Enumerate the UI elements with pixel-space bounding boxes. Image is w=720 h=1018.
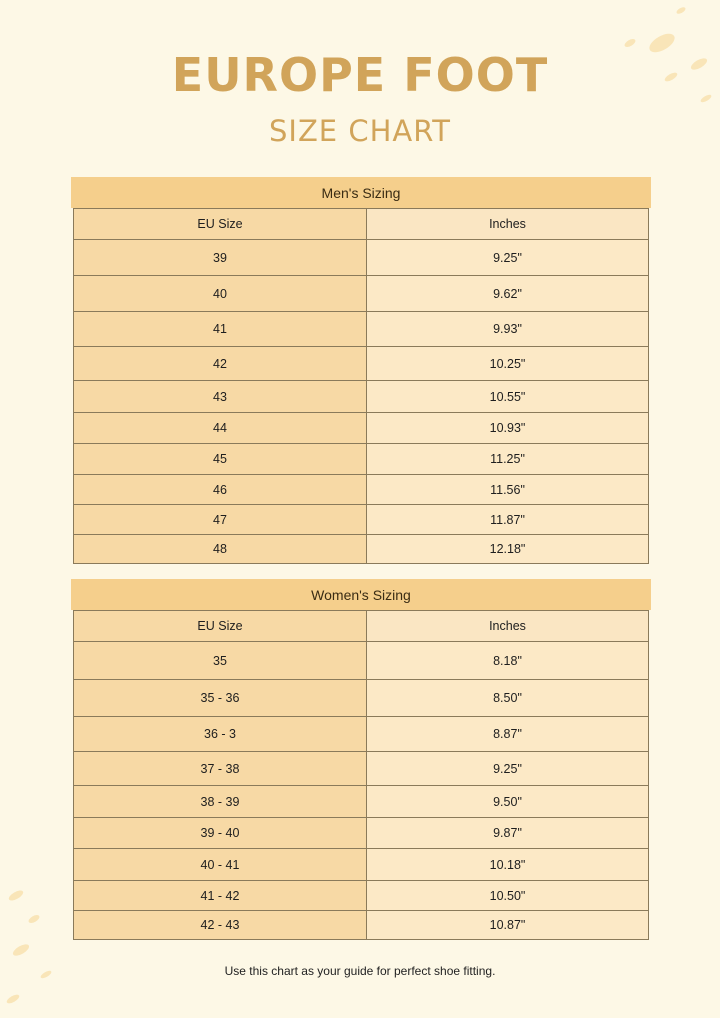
- inches-cell: 11.87": [367, 505, 649, 535]
- eu-size-cell: 35: [74, 642, 367, 680]
- eu-size-cell: 39 - 40: [74, 818, 367, 849]
- eu-size-cell: 43: [74, 381, 367, 413]
- table-header-row: [74, 611, 649, 642]
- inches-cell: 9.25": [367, 240, 649, 276]
- table-row: [74, 911, 649, 940]
- inches-cell: 8.87": [367, 717, 649, 752]
- table-row: [74, 312, 649, 347]
- decorative-dot: [5, 993, 20, 1005]
- inches-cell: 8.18": [367, 642, 649, 680]
- decorative-dot: [27, 913, 40, 924]
- table-row: [74, 642, 649, 680]
- eu-size-cell: 35 - 36: [74, 680, 367, 717]
- inches-cell: 11.25": [367, 444, 649, 475]
- mens-sizing-heading: Men's Sizing: [71, 177, 651, 208]
- inches-cell: 9.50": [367, 786, 649, 818]
- table-row: [74, 475, 649, 505]
- inches-cell: 10.87": [367, 911, 649, 940]
- eu-size-cell: 37 - 38: [74, 752, 367, 786]
- inches-cell: 11.56": [367, 475, 649, 505]
- mens-sizing-section: [71, 177, 651, 564]
- table-row: [74, 505, 649, 535]
- table-row: [74, 444, 649, 475]
- table-row: [74, 786, 649, 818]
- womens-sizing-section: [71, 579, 651, 940]
- table-row: [74, 240, 649, 276]
- eu-size-cell: 44: [74, 413, 367, 444]
- womens-size-table: [73, 610, 649, 940]
- page-title: EUROPE FOOT: [171, 48, 549, 102]
- eu-size-cell: 41: [74, 312, 367, 347]
- column-header-inches: Inches: [367, 611, 649, 642]
- inches-cell: 8.50": [367, 680, 649, 717]
- decorative-dot: [11, 942, 31, 958]
- table-row: [74, 881, 649, 911]
- inches-cell: 10.50": [367, 881, 649, 911]
- eu-size-cell: 45: [74, 444, 367, 475]
- inches-cell: 10.18": [367, 849, 649, 881]
- inches-cell: 9.25": [367, 752, 649, 786]
- column-header-eu-size: EU Size: [74, 611, 367, 642]
- table-row: [74, 535, 649, 564]
- table-row: [74, 413, 649, 444]
- eu-size-cell: 38 - 39: [74, 786, 367, 818]
- inches-cell: 9.87": [367, 818, 649, 849]
- womens-sizing-heading: Women's Sizing: [71, 579, 651, 610]
- page-subtitle: SIZE CHART: [268, 114, 452, 148]
- table-row: [74, 849, 649, 881]
- eu-size-cell: 41 - 42: [74, 881, 367, 911]
- table-row: [74, 381, 649, 413]
- table-row: [74, 276, 649, 312]
- eu-size-cell: 36 - 3: [74, 717, 367, 752]
- eu-size-cell: 40: [74, 276, 367, 312]
- eu-size-cell: 42: [74, 347, 367, 381]
- inches-cell: 10.93": [367, 413, 649, 444]
- inches-cell: 10.55": [367, 381, 649, 413]
- eu-size-cell: 47: [74, 505, 367, 535]
- inches-cell: 9.62": [367, 276, 649, 312]
- table-row: [74, 717, 649, 752]
- footer-note: Use this chart as your guide for perfect shoe fitting.: [224, 964, 496, 978]
- inches-cell: 12.18": [367, 535, 649, 564]
- table-row: [74, 680, 649, 717]
- decorative-dot: [623, 37, 636, 48]
- table-header-row: [74, 209, 649, 240]
- decorative-dot: [7, 888, 24, 902]
- eu-size-cell: 46: [74, 475, 367, 505]
- eu-size-cell: 48: [74, 535, 367, 564]
- table-row: [74, 752, 649, 786]
- decorative-dot: [675, 6, 686, 15]
- column-header-inches: Inches: [367, 209, 649, 240]
- inches-cell: 10.25": [367, 347, 649, 381]
- table-row: [74, 818, 649, 849]
- inches-cell: 9.93": [367, 312, 649, 347]
- mens-size-table: [73, 208, 649, 564]
- column-header-eu-size: EU Size: [74, 209, 367, 240]
- table-row: [74, 347, 649, 381]
- eu-size-cell: 42 - 43: [74, 911, 367, 940]
- eu-size-cell: 39: [74, 240, 367, 276]
- eu-size-cell: 40 - 41: [74, 849, 367, 881]
